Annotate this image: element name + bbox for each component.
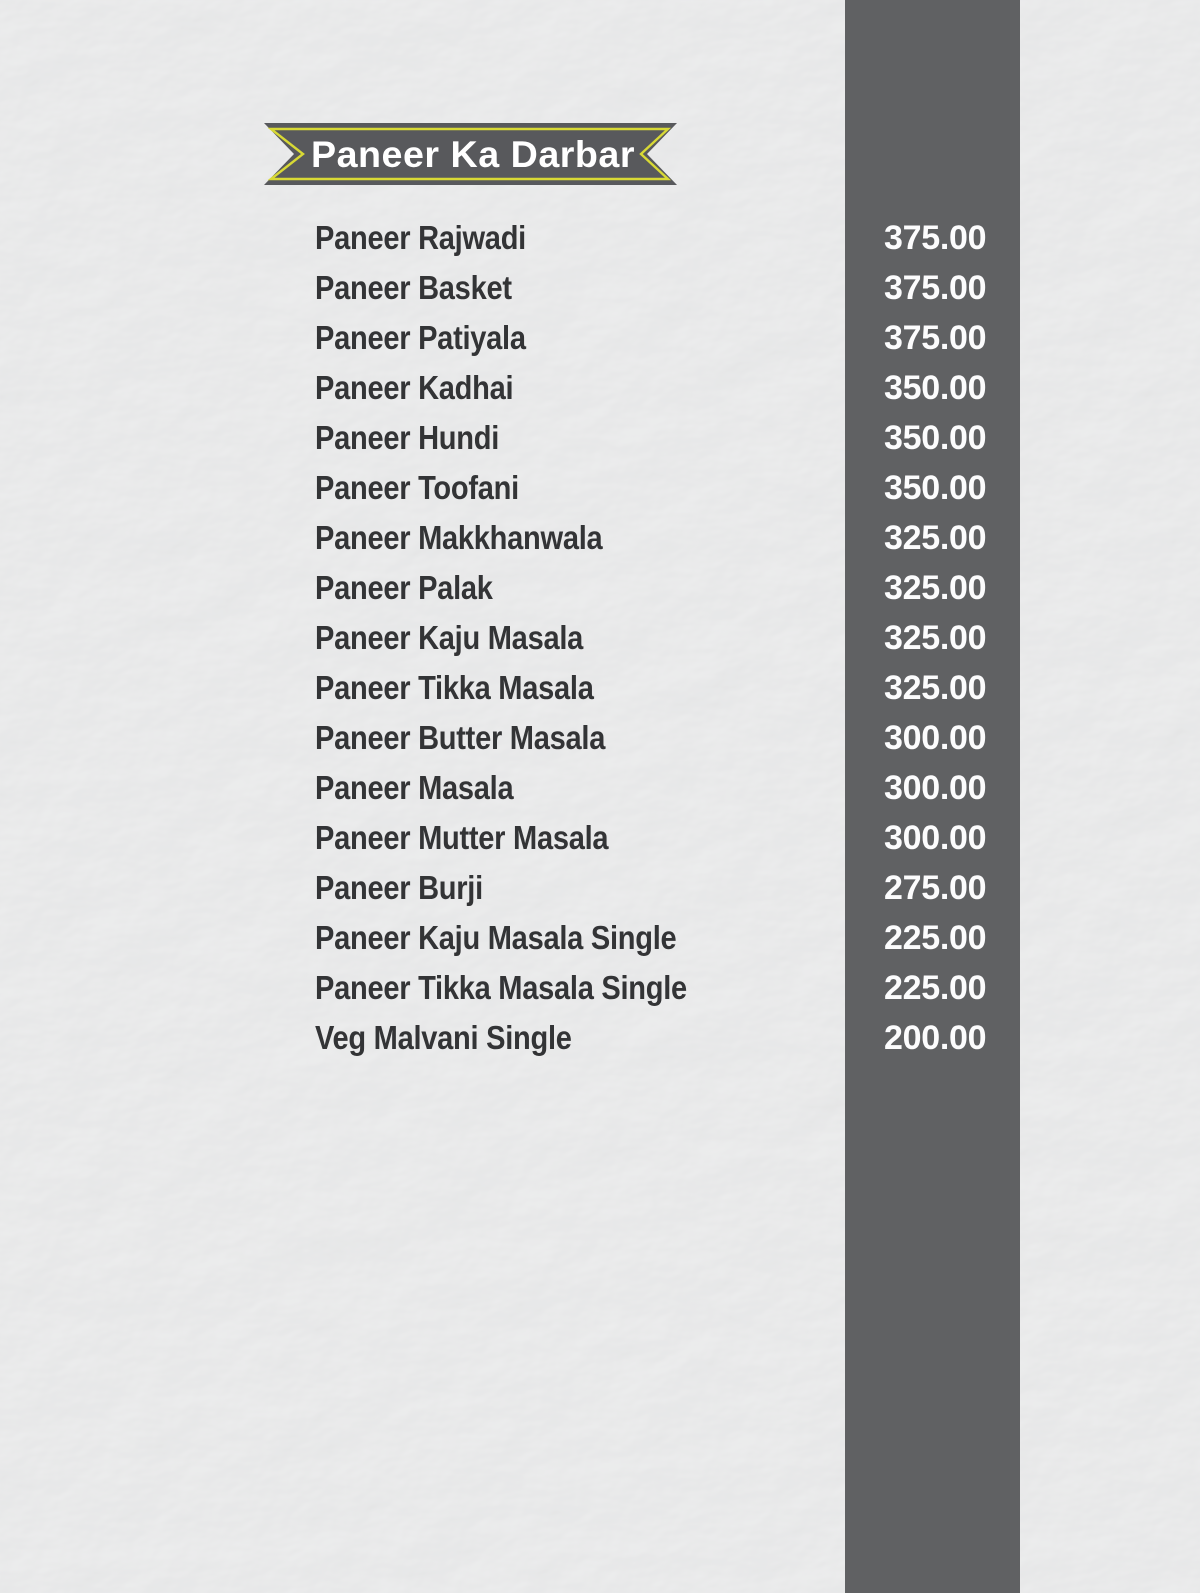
menu-item-row <box>315 363 1030 413</box>
menu-item-price: 300.00 <box>884 819 987 857</box>
menu-item-name: Paneer Patiyala <box>315 319 526 356</box>
menu-item-row <box>315 563 1030 613</box>
menu-item-name: Paneer Kaju Masala Single <box>315 919 677 956</box>
menu-item-name: Paneer Tikka Masala <box>315 669 594 706</box>
menu-item-row <box>315 413 1030 463</box>
menu-item-row <box>315 263 1030 313</box>
menu-item-name: Paneer Palak <box>315 569 493 606</box>
menu-item-row <box>315 913 1030 963</box>
menu-item-name: Paneer Hundi <box>315 419 500 456</box>
menu-item-name: Paneer Basket <box>315 269 512 306</box>
menu-item-row <box>315 663 1030 713</box>
menu-item-price: 350.00 <box>884 419 987 457</box>
menu-item-price: 350.00 <box>884 369 987 407</box>
menu-item-price: 225.00 <box>884 919 987 957</box>
menu-item-name: Paneer Tikka Masala Single <box>315 969 687 1006</box>
menu-item-price: 375.00 <box>884 319 987 357</box>
menu-item-name: Veg Malvani Single <box>315 1019 572 1056</box>
menu-item-name: Paneer Rajwadi <box>315 219 526 256</box>
menu-item-row <box>315 513 1030 563</box>
menu-item-price: 275.00 <box>884 869 987 907</box>
menu-item-price: 325.00 <box>884 669 987 707</box>
section-title: Paneer Ka Darbar <box>311 134 635 175</box>
menu-item-row <box>315 763 1030 813</box>
menu-item-name: Paneer Toofani <box>315 469 519 506</box>
menu-item-price: 375.00 <box>884 269 987 307</box>
menu-item-price: 325.00 <box>884 569 987 607</box>
menu-item-row <box>315 963 1030 1013</box>
menu-item-name: Paneer Burji <box>315 869 483 906</box>
menu-item-price: 350.00 <box>884 469 987 507</box>
menu-item-row <box>315 813 1030 863</box>
menu-list <box>315 213 1030 1063</box>
menu-item-row <box>315 463 1030 513</box>
menu-item-price: 300.00 <box>884 719 987 757</box>
menu-item-price: 325.00 <box>884 519 987 557</box>
menu-item-price: 375.00 <box>884 219 987 257</box>
menu-item-name: Paneer Kaju Masala <box>315 619 584 656</box>
menu-item-row <box>315 863 1030 913</box>
menu-item-name: Paneer Mutter Masala <box>315 819 609 856</box>
menu-item-row <box>315 313 1030 363</box>
menu-item-name: Paneer Kadhai <box>315 369 514 406</box>
menu-item-price: 325.00 <box>884 619 987 657</box>
menu-item-row <box>315 1013 1030 1063</box>
menu-item-row <box>315 213 1030 263</box>
menu-item-price: 200.00 <box>884 1019 987 1057</box>
menu-item-row <box>315 613 1030 663</box>
menu-item-row <box>315 713 1030 763</box>
menu-item-price: 300.00 <box>884 769 987 807</box>
menu-item-price: 225.00 <box>884 969 987 1007</box>
section-ribbon <box>264 123 677 185</box>
menu-item-name: Paneer Masala <box>315 769 514 806</box>
menu-item-name: Paneer Makkhanwala <box>315 519 603 556</box>
menu-item-name: Paneer Butter Masala <box>315 719 606 756</box>
